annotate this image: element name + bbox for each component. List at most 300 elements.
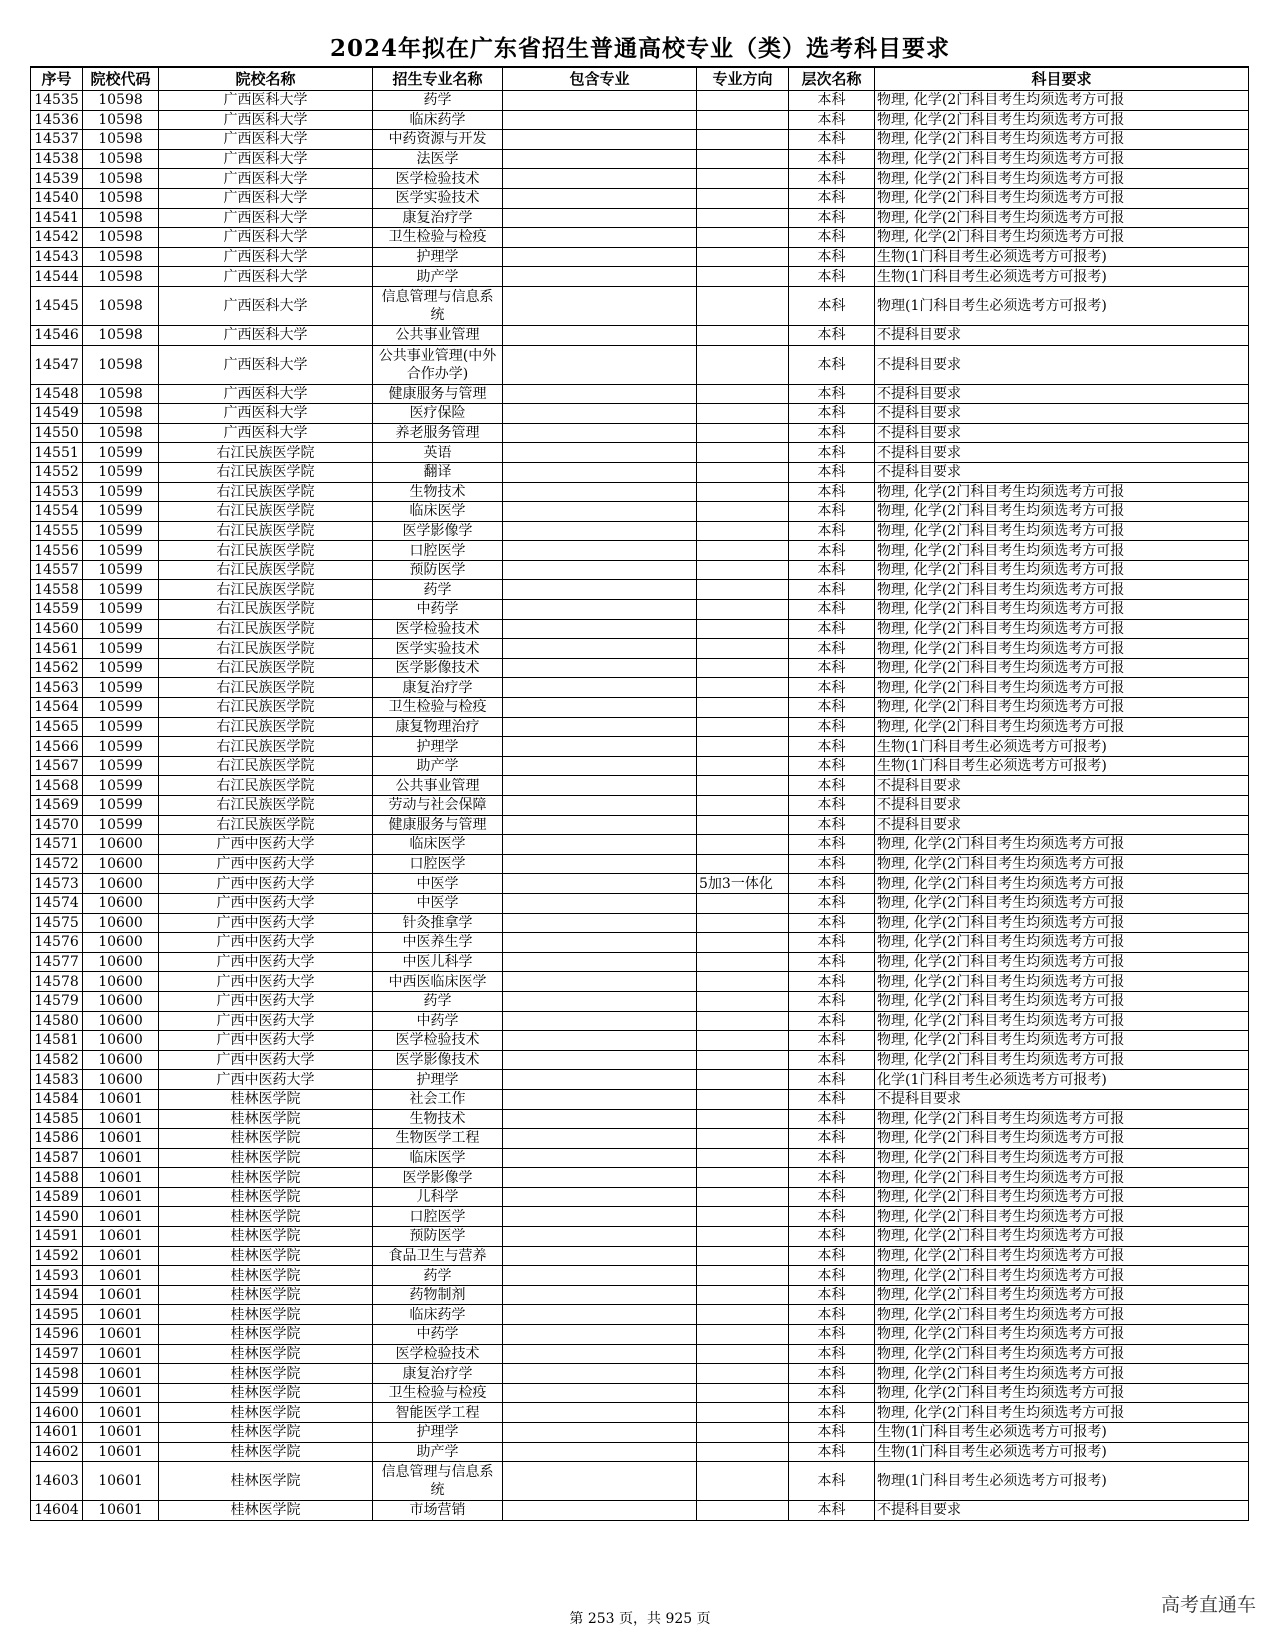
cell-included-majors xyxy=(503,1050,697,1070)
cell-direction xyxy=(697,1364,789,1384)
cell-index: 14595 xyxy=(31,1305,83,1325)
cell-index: 14590 xyxy=(31,1207,83,1227)
cell-school-name: 右江民族医学院 xyxy=(159,619,373,639)
cell-school-name: 桂林医学院 xyxy=(159,1383,373,1403)
cell-direction xyxy=(697,404,789,424)
cell-school-code: 10599 xyxy=(83,600,159,620)
cell-school-name: 桂林医学院 xyxy=(159,1364,373,1384)
cell-major-name: 助产学 xyxy=(373,1442,503,1462)
cell-major-name: 药学 xyxy=(373,991,503,1011)
table-row xyxy=(31,1070,1249,1090)
table-row xyxy=(31,1050,1249,1070)
cell-direction xyxy=(697,952,789,972)
cell-included-majors xyxy=(503,130,697,150)
cell-school-name: 桂林医学院 xyxy=(159,1266,373,1286)
cell-school-name: 桂林医学院 xyxy=(159,1207,373,1227)
cell-level: 本科 xyxy=(789,1227,875,1247)
cell-direction xyxy=(697,482,789,502)
cell-level: 本科 xyxy=(789,91,875,111)
cell-major-name: 医学实验技术 xyxy=(373,639,503,659)
cell-subject-requirement: 物理, 化学(2门科目考生均须选考方可报 xyxy=(875,228,1249,248)
cell-major-name: 健康服务与管理 xyxy=(373,384,503,404)
cell-included-majors xyxy=(503,1266,697,1286)
cell-school-name: 广西中医药大学 xyxy=(159,835,373,855)
cell-subject-requirement: 不提科目要求 xyxy=(875,815,1249,835)
cell-level: 本科 xyxy=(789,600,875,620)
cell-included-majors xyxy=(503,893,697,913)
cell-direction xyxy=(697,619,789,639)
cell-direction xyxy=(697,267,789,287)
cell-school-name: 桂林医学院 xyxy=(159,1227,373,1247)
cell-included-majors xyxy=(503,208,697,228)
table-row xyxy=(31,913,1249,933)
cell-direction xyxy=(697,423,789,443)
cell-included-majors xyxy=(503,854,697,874)
cell-major-name: 临床医学 xyxy=(373,502,503,522)
cell-major-name: 医学检验技术 xyxy=(373,1031,503,1051)
cell-index: 14596 xyxy=(31,1325,83,1345)
cell-school-name: 广西中医药大学 xyxy=(159,972,373,992)
cell-index: 14579 xyxy=(31,991,83,1011)
cell-direction xyxy=(697,188,789,208)
cell-school-name: 桂林医学院 xyxy=(159,1148,373,1168)
cell-included-majors xyxy=(503,580,697,600)
cell-subject-requirement: 物理, 化学(2门科目考生均须选考方可报 xyxy=(875,521,1249,541)
cell-school-code: 10598 xyxy=(83,208,159,228)
cell-subject-requirement: 不提科目要求 xyxy=(875,384,1249,404)
cell-direction xyxy=(697,1344,789,1364)
cell-subject-requirement: 物理, 化学(2门科目考生均须选考方可报 xyxy=(875,1364,1249,1384)
table-row xyxy=(31,1168,1249,1188)
column-header: 科目要求 xyxy=(875,67,1249,91)
cell-school-name: 桂林医学院 xyxy=(159,1285,373,1305)
table-row xyxy=(31,541,1249,561)
cell-school-code: 10599 xyxy=(83,462,159,482)
cell-school-name: 右江民族医学院 xyxy=(159,639,373,659)
cell-subject-requirement: 不提科目要求 xyxy=(875,345,1249,384)
cell-school-name: 广西医科大学 xyxy=(159,286,373,325)
table-row xyxy=(31,1423,1249,1443)
column-header: 院校代码 xyxy=(83,67,159,91)
cell-level: 本科 xyxy=(789,815,875,835)
cell-direction xyxy=(697,560,789,580)
cell-included-majors xyxy=(503,776,697,796)
table-row xyxy=(31,286,1249,325)
cell-school-code: 10600 xyxy=(83,933,159,953)
cell-subject-requirement: 物理, 化学(2门科目考生均须选考方可报 xyxy=(875,600,1249,620)
cell-direction xyxy=(697,1227,789,1247)
cell-school-name: 右江民族医学院 xyxy=(159,796,373,816)
cell-school-name: 广西中医药大学 xyxy=(159,1031,373,1051)
cell-index: 14537 xyxy=(31,130,83,150)
cell-index: 14546 xyxy=(31,325,83,345)
cell-school-name: 桂林医学院 xyxy=(159,1187,373,1207)
cell-major-name: 中药资源与开发 xyxy=(373,130,503,150)
table-row xyxy=(31,208,1249,228)
cell-level: 本科 xyxy=(789,776,875,796)
table-row xyxy=(31,776,1249,796)
cell-subject-requirement: 物理, 化学(2门科目考生均须选考方可报 xyxy=(875,580,1249,600)
cell-direction xyxy=(697,1207,789,1227)
cell-school-name: 广西中医药大学 xyxy=(159,991,373,1011)
cell-school-name: 广西医科大学 xyxy=(159,110,373,130)
cell-included-majors xyxy=(503,1305,697,1325)
cell-direction xyxy=(697,698,789,718)
cell-direction xyxy=(697,1050,789,1070)
cell-major-name: 医学检验技术 xyxy=(373,169,503,189)
cell-major-name: 医学影像学 xyxy=(373,1168,503,1188)
cell-level: 本科 xyxy=(789,1089,875,1109)
cell-direction xyxy=(697,1187,789,1207)
table-row xyxy=(31,247,1249,267)
table-row xyxy=(31,1089,1249,1109)
cell-index: 14600 xyxy=(31,1403,83,1423)
cell-major-name: 临床药学 xyxy=(373,1305,503,1325)
brand-watermark: 高考直通车 xyxy=(1160,1594,1256,1616)
cell-level: 本科 xyxy=(789,188,875,208)
cell-school-code: 10601 xyxy=(83,1207,159,1227)
cell-index: 14538 xyxy=(31,149,83,169)
cell-subject-requirement: 物理, 化学(2门科目考生均须选考方可报 xyxy=(875,541,1249,561)
cell-included-majors xyxy=(503,1070,697,1090)
cell-level: 本科 xyxy=(789,208,875,228)
cell-direction: 5加3一体化 xyxy=(697,874,789,894)
cell-included-majors xyxy=(503,658,697,678)
cell-major-name: 食品卫生与营养 xyxy=(373,1246,503,1266)
table-row xyxy=(31,188,1249,208)
cell-subject-requirement: 物理, 化学(2门科目考生均须选考方可报 xyxy=(875,1325,1249,1345)
cell-direction xyxy=(697,756,789,776)
column-header: 院校名称 xyxy=(159,67,373,91)
cell-subject-requirement: 物理, 化学(2门科目考生均须选考方可报 xyxy=(875,658,1249,678)
cell-school-code: 10599 xyxy=(83,482,159,502)
cell-included-majors xyxy=(503,286,697,325)
table-row xyxy=(31,443,1249,463)
cell-major-name: 药学 xyxy=(373,1266,503,1286)
cell-school-code: 10601 xyxy=(83,1266,159,1286)
cell-school-code: 10600 xyxy=(83,854,159,874)
cell-subject-requirement: 物理, 化学(2门科目考生均须选考方可报 xyxy=(875,619,1249,639)
cell-index: 14568 xyxy=(31,776,83,796)
cell-major-name: 信息管理与信息系统 xyxy=(373,1462,503,1501)
cell-school-code: 10599 xyxy=(83,560,159,580)
cell-included-majors xyxy=(503,1383,697,1403)
cell-included-majors xyxy=(503,952,697,972)
cell-school-code: 10600 xyxy=(83,913,159,933)
cell-major-name: 翻译 xyxy=(373,462,503,482)
cell-included-majors xyxy=(503,600,697,620)
cell-school-code: 10598 xyxy=(83,188,159,208)
cell-level: 本科 xyxy=(789,560,875,580)
cell-included-majors xyxy=(503,737,697,757)
cell-school-code: 10600 xyxy=(83,835,159,855)
cell-subject-requirement: 物理, 化学(2门科目考生均须选考方可报 xyxy=(875,1168,1249,1188)
table-row xyxy=(31,423,1249,443)
table-row xyxy=(31,228,1249,248)
cell-subject-requirement: 生物(1门科目考生必须选考方可报考) xyxy=(875,756,1249,776)
cell-included-majors xyxy=(503,1148,697,1168)
cell-direction xyxy=(697,796,789,816)
cell-school-name: 桂林医学院 xyxy=(159,1089,373,1109)
cell-level: 本科 xyxy=(789,1266,875,1286)
cell-level: 本科 xyxy=(789,1403,875,1423)
cell-subject-requirement: 物理, 化学(2门科目考生均须选考方可报 xyxy=(875,1344,1249,1364)
cell-subject-requirement: 物理, 化学(2门科目考生均须选考方可报 xyxy=(875,1266,1249,1286)
cell-school-name: 桂林医学院 xyxy=(159,1109,373,1129)
cell-included-majors xyxy=(503,169,697,189)
cell-direction xyxy=(697,678,789,698)
cell-level: 本科 xyxy=(789,404,875,424)
cell-subject-requirement: 物理, 化学(2门科目考生均须选考方可报 xyxy=(875,1050,1249,1070)
table-row xyxy=(31,972,1249,992)
cell-subject-requirement: 物理, 化学(2门科目考生均须选考方可报 xyxy=(875,1031,1249,1051)
table-row xyxy=(31,1501,1249,1521)
cell-index: 14571 xyxy=(31,835,83,855)
cell-index: 14555 xyxy=(31,521,83,541)
cell-included-majors xyxy=(503,991,697,1011)
cell-subject-requirement: 物理, 化学(2门科目考生均须选考方可报 xyxy=(875,933,1249,953)
cell-included-majors xyxy=(503,1109,697,1129)
cell-major-name: 公共事业管理 xyxy=(373,325,503,345)
cell-major-name: 市场营销 xyxy=(373,1501,503,1521)
table-row xyxy=(31,796,1249,816)
cell-subject-requirement: 物理, 化学(2门科目考生均须选考方可报 xyxy=(875,1227,1249,1247)
cell-major-name: 医学实验技术 xyxy=(373,188,503,208)
column-header: 招生专业名称 xyxy=(373,67,503,91)
cell-included-majors xyxy=(503,756,697,776)
cell-major-name: 口腔医学 xyxy=(373,854,503,874)
cell-major-name: 临床药学 xyxy=(373,110,503,130)
cell-index: 14548 xyxy=(31,384,83,404)
cell-major-name: 儿科学 xyxy=(373,1187,503,1207)
cell-level: 本科 xyxy=(789,678,875,698)
table-row xyxy=(31,658,1249,678)
cell-school-code: 10599 xyxy=(83,521,159,541)
cell-major-name: 生物医学工程 xyxy=(373,1129,503,1149)
cell-index: 14539 xyxy=(31,169,83,189)
cell-subject-requirement: 物理, 化学(2门科目考生均须选考方可报 xyxy=(875,698,1249,718)
cell-major-name: 康复治疗学 xyxy=(373,208,503,228)
table-row xyxy=(31,325,1249,345)
cell-school-name: 右江民族医学院 xyxy=(159,600,373,620)
cell-school-name: 广西医科大学 xyxy=(159,325,373,345)
cell-school-code: 10598 xyxy=(83,110,159,130)
cell-subject-requirement: 化学(1门科目考生必须选考方可报考) xyxy=(875,1070,1249,1090)
cell-index: 14592 xyxy=(31,1246,83,1266)
cell-school-code: 10601 xyxy=(83,1148,159,1168)
cell-school-name: 右江民族医学院 xyxy=(159,521,373,541)
cell-direction xyxy=(697,717,789,737)
cell-level: 本科 xyxy=(789,1148,875,1168)
cell-major-name: 中医养生学 xyxy=(373,933,503,953)
cell-school-code: 10601 xyxy=(83,1129,159,1149)
cell-school-code: 10601 xyxy=(83,1423,159,1443)
cell-level: 本科 xyxy=(789,1246,875,1266)
table-row xyxy=(31,91,1249,111)
cell-included-majors xyxy=(503,1501,697,1521)
cell-index: 14587 xyxy=(31,1148,83,1168)
cell-subject-requirement: 物理, 化学(2门科目考生均须选考方可报 xyxy=(875,1403,1249,1423)
cell-school-name: 桂林医学院 xyxy=(159,1325,373,1345)
cell-school-code: 10598 xyxy=(83,267,159,287)
cell-major-name: 社会工作 xyxy=(373,1089,503,1109)
cell-school-name: 右江民族医学院 xyxy=(159,502,373,522)
cell-included-majors xyxy=(503,149,697,169)
cell-school-name: 桂林医学院 xyxy=(159,1168,373,1188)
cell-school-name: 桂林医学院 xyxy=(159,1442,373,1462)
cell-subject-requirement: 生物(1门科目考生必须选考方可报考) xyxy=(875,1423,1249,1443)
table-row xyxy=(31,1246,1249,1266)
cell-index: 14552 xyxy=(31,462,83,482)
cell-included-majors xyxy=(503,1129,697,1149)
cell-index: 14560 xyxy=(31,619,83,639)
cell-level: 本科 xyxy=(789,1207,875,1227)
cell-level: 本科 xyxy=(789,933,875,953)
cell-school-name: 广西中医药大学 xyxy=(159,1011,373,1031)
cell-index: 14541 xyxy=(31,208,83,228)
cell-school-code: 10601 xyxy=(83,1344,159,1364)
cell-index: 14578 xyxy=(31,972,83,992)
cell-school-name: 广西医科大学 xyxy=(159,149,373,169)
cell-school-code: 10598 xyxy=(83,423,159,443)
cell-direction xyxy=(697,991,789,1011)
cell-included-majors xyxy=(503,1011,697,1031)
table-row xyxy=(31,698,1249,718)
cell-level: 本科 xyxy=(789,658,875,678)
cell-major-name: 中医儿科学 xyxy=(373,952,503,972)
table-row xyxy=(31,110,1249,130)
cell-subject-requirement: 物理(1门科目考生必须选考方可报考) xyxy=(875,286,1249,325)
cell-major-name: 中药学 xyxy=(373,1011,503,1031)
cell-school-code: 10600 xyxy=(83,972,159,992)
cell-direction xyxy=(697,462,789,482)
cell-school-name: 广西医科大学 xyxy=(159,228,373,248)
cell-included-majors xyxy=(503,698,697,718)
cell-index: 14542 xyxy=(31,228,83,248)
cell-index: 14558 xyxy=(31,580,83,600)
cell-school-code: 10599 xyxy=(83,658,159,678)
cell-subject-requirement: 物理, 化学(2门科目考生均须选考方可报 xyxy=(875,913,1249,933)
cell-school-name: 右江民族医学院 xyxy=(159,678,373,698)
cell-level: 本科 xyxy=(789,1344,875,1364)
cell-school-name: 桂林医学院 xyxy=(159,1129,373,1149)
table-row xyxy=(31,1227,1249,1247)
cell-major-name: 公共事业管理(中外合作办学) xyxy=(373,345,503,384)
table-row xyxy=(31,717,1249,737)
cell-direction xyxy=(697,737,789,757)
cell-school-code: 10598 xyxy=(83,130,159,150)
cell-included-majors xyxy=(503,1423,697,1443)
cell-index: 14589 xyxy=(31,1187,83,1207)
cell-major-name: 护理学 xyxy=(373,1423,503,1443)
cell-subject-requirement: 物理, 化学(2门科目考生均须选考方可报 xyxy=(875,208,1249,228)
cell-school-code: 10599 xyxy=(83,502,159,522)
table-row xyxy=(31,756,1249,776)
cell-school-name: 广西医科大学 xyxy=(159,130,373,150)
cell-level: 本科 xyxy=(789,893,875,913)
cell-direction xyxy=(697,228,789,248)
cell-level: 本科 xyxy=(789,756,875,776)
cell-major-name: 口腔医学 xyxy=(373,541,503,561)
cell-school-name: 桂林医学院 xyxy=(159,1423,373,1443)
table-row xyxy=(31,1325,1249,1345)
cell-major-name: 医学影像技术 xyxy=(373,658,503,678)
cell-school-code: 10598 xyxy=(83,91,159,111)
cell-index: 14584 xyxy=(31,1089,83,1109)
cell-level: 本科 xyxy=(789,952,875,972)
cell-included-majors xyxy=(503,1403,697,1423)
cell-school-name: 广西医科大学 xyxy=(159,384,373,404)
cell-school-code: 10600 xyxy=(83,1011,159,1031)
cell-level: 本科 xyxy=(789,1383,875,1403)
cell-direction xyxy=(697,1442,789,1462)
cell-direction xyxy=(697,658,789,678)
cell-index: 14557 xyxy=(31,560,83,580)
cell-subject-requirement: 物理, 化学(2门科目考生均须选考方可报 xyxy=(875,1285,1249,1305)
cell-direction xyxy=(697,1031,789,1051)
cell-school-name: 广西中医药大学 xyxy=(159,1070,373,1090)
table-row xyxy=(31,580,1249,600)
cell-subject-requirement: 物理, 化学(2门科目考生均须选考方可报 xyxy=(875,560,1249,580)
cell-school-code: 10601 xyxy=(83,1305,159,1325)
cell-major-name: 健康服务与管理 xyxy=(373,815,503,835)
cell-direction xyxy=(697,1403,789,1423)
cell-school-name: 右江民族医学院 xyxy=(159,580,373,600)
cell-major-name: 康复治疗学 xyxy=(373,1364,503,1384)
cell-included-majors xyxy=(503,1285,697,1305)
cell-school-code: 10598 xyxy=(83,345,159,384)
cell-school-name: 桂林医学院 xyxy=(159,1501,373,1521)
cell-included-majors xyxy=(503,1364,697,1384)
cell-included-majors xyxy=(503,717,697,737)
cell-index: 14572 xyxy=(31,854,83,874)
cell-index: 14586 xyxy=(31,1129,83,1149)
cell-level: 本科 xyxy=(789,1423,875,1443)
cell-index: 14554 xyxy=(31,502,83,522)
cell-level: 本科 xyxy=(789,1462,875,1501)
cell-included-majors xyxy=(503,228,697,248)
cell-subject-requirement: 不提科目要求 xyxy=(875,462,1249,482)
cell-school-name: 右江民族医学院 xyxy=(159,541,373,561)
cell-index: 14549 xyxy=(31,404,83,424)
cell-level: 本科 xyxy=(789,1031,875,1051)
cell-school-name: 广西医科大学 xyxy=(159,345,373,384)
table-row xyxy=(31,893,1249,913)
cell-level: 本科 xyxy=(789,796,875,816)
cell-included-majors xyxy=(503,541,697,561)
cell-subject-requirement: 物理, 化学(2门科目考生均须选考方可报 xyxy=(875,1305,1249,1325)
cell-level: 本科 xyxy=(789,619,875,639)
table-row xyxy=(31,130,1249,150)
table-row xyxy=(31,874,1249,894)
cell-included-majors xyxy=(503,1246,697,1266)
cell-subject-requirement: 物理, 化学(2门科目考生均须选考方可报 xyxy=(875,1109,1249,1129)
table-row xyxy=(31,600,1249,620)
cell-subject-requirement: 不提科目要求 xyxy=(875,404,1249,424)
cell-included-majors xyxy=(503,913,697,933)
cell-subject-requirement: 不提科目要求 xyxy=(875,423,1249,443)
cell-index: 14573 xyxy=(31,874,83,894)
cell-level: 本科 xyxy=(789,502,875,522)
cell-included-majors xyxy=(503,639,697,659)
cell-included-majors xyxy=(503,1227,697,1247)
column-header: 层次名称 xyxy=(789,67,875,91)
table-row xyxy=(31,404,1249,424)
cell-direction xyxy=(697,502,789,522)
cell-level: 本科 xyxy=(789,286,875,325)
cell-level: 本科 xyxy=(789,443,875,463)
table-row xyxy=(31,737,1249,757)
